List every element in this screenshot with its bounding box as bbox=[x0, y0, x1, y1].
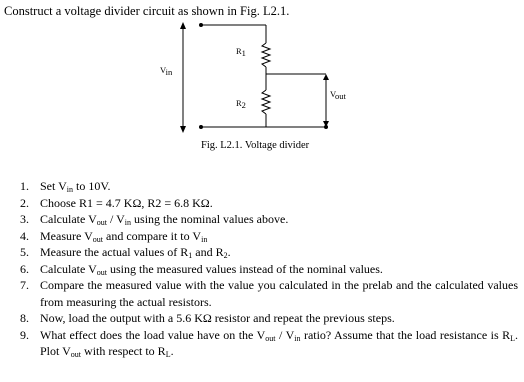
step-item bbox=[20, 310, 518, 327]
vin-arrowhead-down bbox=[180, 126, 186, 133]
step-number: 7. bbox=[20, 278, 29, 292]
instruction-steps-list bbox=[20, 178, 518, 360]
bottom-left-node bbox=[199, 125, 203, 129]
top-left-node bbox=[199, 23, 203, 27]
step-text: Set $V_{in}$ to 10V. bbox=[40, 179, 111, 194]
vout-label: Vout bbox=[330, 89, 346, 101]
step-number: 3. bbox=[20, 212, 29, 226]
step-number: 5. bbox=[20, 245, 29, 259]
r1-label: R1 bbox=[236, 46, 246, 58]
step-text: Now, load the output with a 5.6 KΩ resistor and repeat the previous steps. bbox=[40, 311, 395, 325]
vout-arrowhead-up bbox=[323, 74, 329, 80]
r2-resistor bbox=[262, 90, 270, 114]
step-number: 9. bbox=[20, 327, 29, 342]
intro-text: Construct a voltage divider circuit as shown in Fig. L2.1. bbox=[4, 4, 290, 18]
step-text: What effect does the load value have on the $V_{out} / V_{in}$ ratio? Assume that the load resistance is $R_L$. Plot $V_{out}$ with respect to $R_L$. bbox=[40, 327, 519, 359]
step-item bbox=[20, 211, 518, 228]
step-text: Measure the actual values of $R_1$ and $R_2$. bbox=[40, 245, 231, 260]
step-text: Calculate $V_{out}$ using the measured values instead of the nominal values. bbox=[40, 261, 383, 277]
step-item bbox=[20, 228, 518, 245]
voltage-divider-circuit bbox=[0, 0, 524, 160]
step-item bbox=[20, 178, 518, 195]
step-item bbox=[20, 327, 518, 360]
step-number: 8. bbox=[20, 311, 29, 325]
step-text: Choose R1 = 4.7 KΩ, R2 = 6.8 KΩ. bbox=[40, 195, 213, 210]
step-number: 4. bbox=[20, 228, 29, 243]
step-number: 2. bbox=[20, 195, 29, 210]
step-item bbox=[20, 277, 518, 310]
step-text: Measure $V_{out}$ and compare it to $V_{in}$ bbox=[40, 228, 208, 244]
vout-arrowhead-down bbox=[323, 121, 329, 127]
step-item bbox=[20, 195, 518, 212]
step-item bbox=[20, 244, 518, 261]
step-text: Calculate $V_{out} / V_{in}$ using the nominal values above. bbox=[40, 212, 289, 227]
vin-arrowhead-up bbox=[180, 22, 186, 29]
figure-caption: Fig. L2.1. Voltage divider bbox=[201, 140, 310, 151]
step-number: 6. bbox=[20, 261, 29, 276]
step-item bbox=[20, 261, 518, 278]
vin-label: Vin bbox=[160, 65, 173, 77]
r2-label: R2 bbox=[236, 98, 246, 110]
r1-resistor bbox=[262, 43, 270, 67]
step-number: 1. bbox=[20, 179, 29, 193]
step-text: Compare the measured value with the value you calculated in the prelab and the calculated values from measuring the actual resistors. bbox=[40, 278, 518, 309]
